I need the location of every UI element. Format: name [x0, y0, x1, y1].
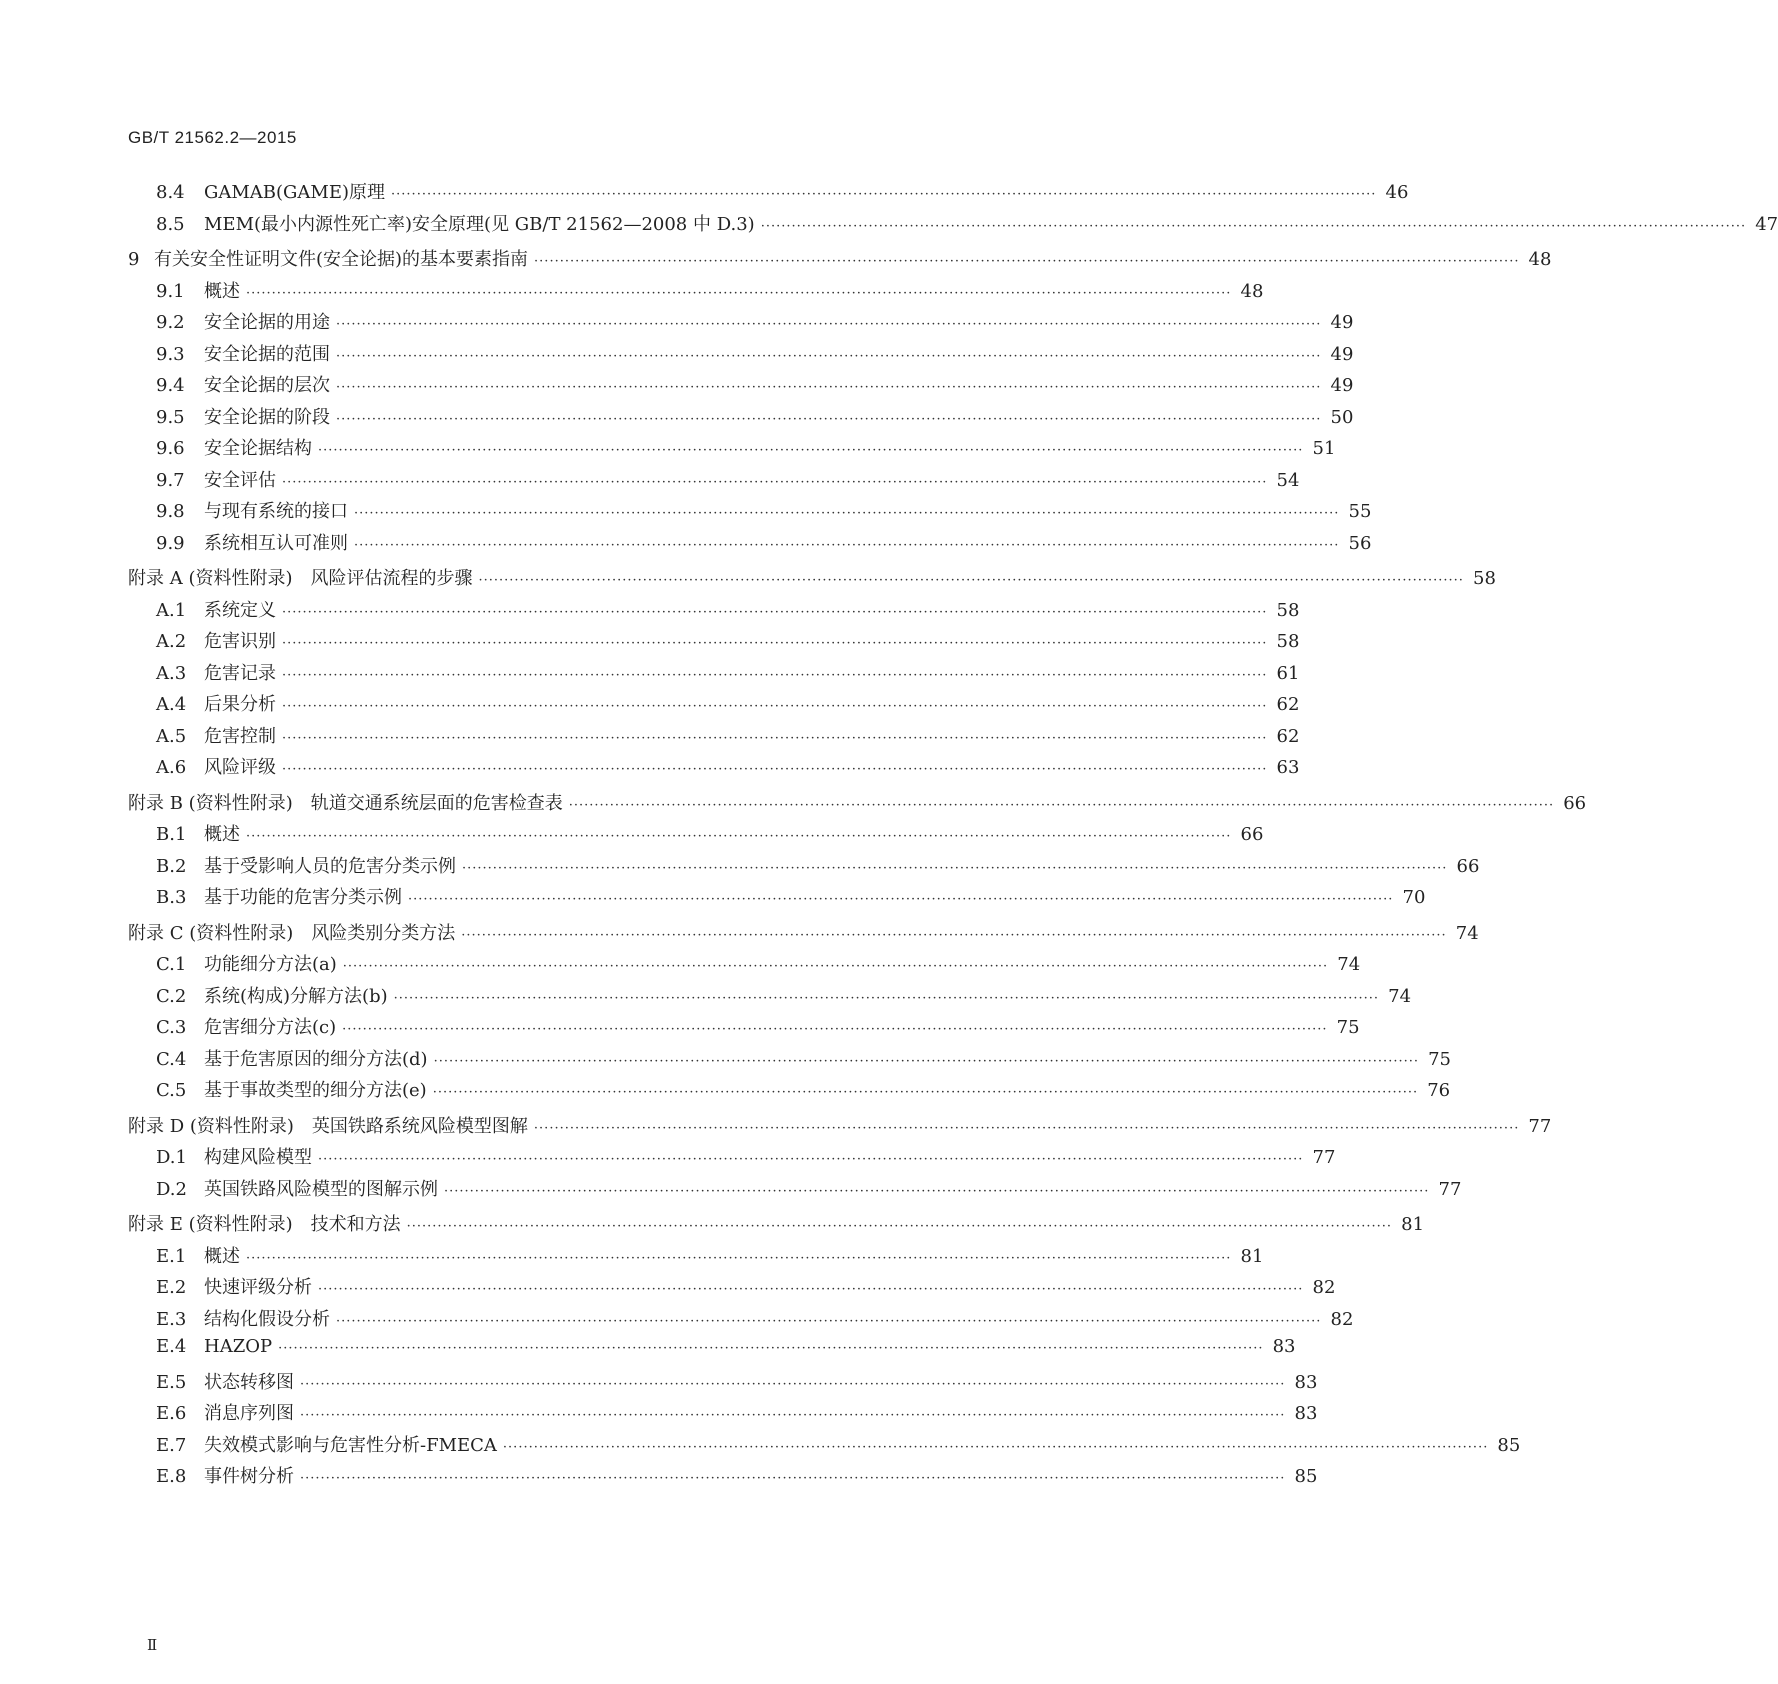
toc-entry-number: B.3 — [156, 887, 187, 908]
toc-entry-page: 83 — [1294, 1371, 1318, 1393]
toc-entry[interactable] — [128, 1210, 1425, 1242]
toc-entry[interactable] — [128, 1368, 1318, 1400]
dot-leader — [282, 731, 1267, 746]
toc-entry-title: 与现有系统的接口 — [204, 501, 348, 522]
toc-entry[interactable] — [128, 277, 1264, 309]
toc-entry[interactable] — [128, 1431, 1521, 1463]
toc-entry-title: 附录 D (资料性附录) 英国铁路系统风险模型图解 — [128, 1115, 528, 1137]
dot-leader — [336, 317, 1321, 332]
toc-entry-page: 47 — [1755, 213, 1778, 235]
dot-leader — [318, 443, 1303, 458]
toc-entry-page: 55 — [1348, 501, 1372, 522]
toc-entry-page: 74 — [1337, 954, 1361, 975]
toc-entry-page: 66 — [1240, 824, 1264, 845]
toc-entry-title: 危害控制 — [204, 725, 276, 747]
toc-entry-number: D.2 — [156, 1178, 187, 1200]
toc-entry-title: 构建风险模型 — [204, 1147, 312, 1168]
dot-leader — [336, 1314, 1321, 1329]
toc-entry-title: 危害记录 — [204, 662, 276, 684]
toc-entry[interactable] — [128, 883, 1426, 915]
toc-entry-number: 9.1 — [156, 280, 185, 302]
dot-leader — [761, 219, 1746, 234]
dot-leader — [282, 475, 1267, 490]
dot-leader — [407, 1219, 1392, 1234]
dot-leader — [282, 762, 1267, 777]
toc-entry-title: 英国铁路风险模型的图解示例 — [204, 1178, 438, 1200]
toc-entry-title: 系统相互认可准则 — [204, 532, 348, 554]
toc-entry[interactable] — [128, 1013, 1360, 1045]
toc-entry-page: 46 — [1385, 182, 1409, 203]
toc-entry-title: 事件树分析 — [204, 1466, 294, 1487]
toc-entry-title: 附录 E (资料性附录) 技术和方法 — [128, 1214, 401, 1235]
toc-entry[interactable] — [128, 659, 1300, 691]
toc-entry[interactable] — [128, 722, 1300, 754]
toc-entry[interactable] — [128, 1143, 1336, 1175]
toc-entry-title: 危害识别 — [204, 631, 276, 652]
toc-entry-number: 8.4 — [156, 182, 185, 203]
toc-entry-title: 状态转移图 — [204, 1371, 294, 1393]
standard-number: GB/T 21562.2—2015 — [128, 128, 297, 147]
toc-entry-number: E.7 — [156, 1434, 187, 1456]
toc-entry-number: C.2 — [156, 985, 187, 1007]
toc-entry-number: 8.5 — [156, 213, 185, 235]
toc-entry-page: 58 — [1276, 599, 1300, 621]
dot-leader — [479, 573, 1464, 588]
toc-entry-page: 85 — [1294, 1466, 1318, 1487]
toc-entry-title: 安全论据结构 — [204, 438, 312, 459]
toc-entry-title: 基于受影响人员的危害分类示例 — [204, 855, 456, 877]
dot-leader — [278, 1341, 1263, 1356]
toc-entry-title: 安全论据的用途 — [204, 312, 330, 333]
toc-entry-number: 9.7 — [156, 469, 185, 491]
toc-entry-number: 9.5 — [156, 406, 185, 428]
dot-leader — [534, 1121, 1519, 1136]
toc-entry-page: 75 — [1336, 1017, 1360, 1038]
dot-leader — [282, 699, 1267, 714]
toc-entry[interactable] — [128, 178, 1409, 210]
toc-entry-page: 81 — [1401, 1214, 1425, 1235]
toc-entry-page: 82 — [1330, 1308, 1354, 1330]
toc-entry[interactable] — [128, 564, 1496, 596]
toc-entry-title: 概述 — [204, 824, 240, 845]
toc-entry-title: 结构化假设分析 — [204, 1308, 330, 1330]
toc-entry-number: D.1 — [156, 1147, 187, 1168]
toc-entry-page: 82 — [1312, 1277, 1336, 1298]
toc-entry[interactable] — [128, 1242, 1264, 1274]
dot-leader — [394, 991, 1379, 1006]
toc-entry[interactable] — [128, 497, 1372, 529]
dot-leader — [300, 1471, 1285, 1486]
dot-leader — [318, 1152, 1303, 1167]
toc-entry-number: 9 — [128, 249, 140, 270]
toc-entry-page: 48 — [1240, 280, 1264, 302]
toc-entry-page: 77 — [1438, 1178, 1462, 1200]
toc-entry[interactable] — [128, 950, 1361, 982]
toc-entry[interactable] — [128, 1045, 1451, 1077]
toc-entry-title: 系统(构成)分解方法(b) — [204, 985, 388, 1007]
page-number: Ⅱ — [147, 1636, 158, 1654]
toc-entry[interactable] — [128, 340, 1354, 372]
dot-leader — [434, 1054, 1419, 1069]
dot-leader — [246, 1251, 1231, 1266]
dot-leader — [336, 349, 1321, 364]
toc-entry-title: 附录 C (资料性附录) 风险类别分类方法 — [128, 922, 456, 944]
toc-entry-number: C.5 — [156, 1080, 187, 1101]
toc-entry-page: 63 — [1276, 757, 1300, 778]
toc-entry-title: GAMAB(GAME)原理 — [204, 182, 386, 203]
toc-entry-page: 58 — [1473, 568, 1496, 589]
dot-leader — [462, 861, 1447, 876]
toc-entry[interactable] — [128, 690, 1300, 722]
toc-entry-page: 48 — [1528, 249, 1552, 270]
toc-entry-number: E.4 — [156, 1336, 187, 1357]
toc-entry-title: 系统定义 — [204, 599, 276, 621]
table-of-contents — [128, 178, 1778, 1494]
toc-entry-title: 功能细分方法(a) — [204, 954, 337, 975]
dot-leader — [336, 380, 1321, 395]
toc-entry-page: 62 — [1276, 694, 1300, 715]
toc-entry-title: 后果分析 — [204, 694, 276, 715]
toc-entry-title: 基于危害原因的细分方法(d) — [204, 1048, 428, 1070]
dot-leader — [318, 1282, 1303, 1297]
toc-entry-page: 70 — [1402, 887, 1426, 908]
toc-entry-number: A.6 — [156, 757, 187, 778]
toc-entry-page: 66 — [1563, 792, 1587, 814]
toc-entry-number: E.3 — [156, 1308, 187, 1330]
toc-entry-title: 有关安全性证明文件(安全论据)的基本要素指南 — [154, 249, 529, 270]
toc-entry-number: 9.4 — [156, 375, 185, 396]
toc-entry[interactable] — [128, 982, 1412, 1014]
toc-entry-title: 危害细分方法(c) — [204, 1017, 337, 1038]
toc-entry-title: 安全论据的范围 — [204, 343, 330, 365]
toc-entry-number: C.1 — [156, 954, 187, 975]
toc-entry-title: 附录 A (资料性附录) 风险评估流程的步骤 — [128, 568, 473, 589]
toc-entry-page: 61 — [1276, 662, 1300, 684]
toc-entry[interactable] — [128, 596, 1300, 628]
dot-leader — [343, 959, 1328, 974]
toc-entry[interactable] — [128, 820, 1264, 852]
dot-leader — [354, 506, 1339, 521]
toc-entry-page: 56 — [1348, 532, 1372, 554]
toc-entry[interactable] — [128, 1399, 1318, 1431]
toc-entry[interactable] — [128, 371, 1354, 403]
dot-leader — [569, 798, 1554, 813]
toc-entry-number: E.5 — [156, 1371, 187, 1393]
dot-leader — [408, 892, 1393, 907]
dot-leader — [282, 605, 1267, 620]
dot-leader — [461, 928, 1446, 943]
toc-entry[interactable] — [128, 1076, 1451, 1108]
toc-entry-number: 9.9 — [156, 532, 185, 554]
toc-entry-title: 快速评级分析 — [204, 1277, 312, 1298]
toc-entry-page: 51 — [1312, 438, 1336, 459]
toc-entry-page: 49 — [1330, 375, 1354, 396]
toc-entry-number: 9.8 — [156, 501, 185, 522]
toc-entry-number: E.1 — [156, 1245, 187, 1267]
dot-leader — [391, 187, 1376, 202]
toc-entry-page: 49 — [1330, 312, 1354, 333]
toc-entry-number: B.1 — [156, 824, 187, 845]
toc-entry[interactable] — [128, 403, 1354, 435]
toc-entry-title: 安全论据的层次 — [204, 375, 330, 396]
dot-leader — [354, 538, 1339, 553]
dot-leader — [503, 1440, 1488, 1455]
toc-entry-page: 50 — [1330, 406, 1354, 428]
toc-entry-title: 附录 B (资料性附录) 轨道交通系统层面的危害检查表 — [128, 792, 563, 814]
toc-entry-number: 9.3 — [156, 343, 185, 365]
toc-entry-page: 83 — [1272, 1336, 1296, 1357]
dot-leader — [444, 1184, 1429, 1199]
toc-entry-title: HAZOP — [204, 1336, 273, 1357]
toc-entry-number: E.6 — [156, 1403, 187, 1424]
toc-entry-number: A.5 — [156, 725, 187, 747]
toc-entry-title: 安全评估 — [204, 469, 276, 491]
toc-entry-page: 77 — [1312, 1147, 1336, 1168]
toc-entry-number: C.3 — [156, 1017, 187, 1038]
toc-entry-number: A.2 — [156, 631, 187, 652]
toc-entry[interactable] — [128, 789, 1587, 821]
toc-entry[interactable] — [128, 852, 1480, 884]
dot-leader — [534, 254, 1519, 269]
toc-entry-title: 失效模式影响与危害性分析-FMECA — [204, 1434, 497, 1456]
toc-entry-page: 83 — [1294, 1403, 1318, 1424]
dot-leader — [433, 1085, 1418, 1100]
toc-entry-number: E.8 — [156, 1466, 187, 1487]
toc-entry[interactable] — [128, 1175, 1462, 1207]
toc-entry-title: 基于功能的危害分类示例 — [204, 887, 402, 908]
dot-leader — [246, 829, 1231, 844]
toc-entry[interactable] — [128, 529, 1372, 561]
toc-entry-number: 9.6 — [156, 438, 185, 459]
dot-leader — [300, 1377, 1285, 1392]
toc-entry[interactable] — [128, 1462, 1318, 1494]
toc-entry-number: A.3 — [156, 662, 187, 684]
dot-leader — [282, 668, 1267, 683]
toc-entry-number: B.2 — [156, 855, 187, 877]
toc-entry-number: E.2 — [156, 1277, 187, 1298]
toc-entry[interactable] — [128, 1112, 1552, 1144]
toc-entry-page: 58 — [1276, 631, 1300, 652]
toc-entry-page: 62 — [1276, 725, 1300, 747]
toc-entry[interactable] — [128, 245, 1552, 277]
dot-leader — [300, 1408, 1285, 1423]
toc-entry-title: 概述 — [204, 280, 240, 302]
dot-leader — [282, 636, 1267, 651]
toc-entry-page: 81 — [1240, 1245, 1264, 1267]
toc-entry-title: 安全论据的阶段 — [204, 406, 330, 428]
toc-entry-page: 77 — [1528, 1115, 1552, 1137]
dot-leader — [342, 1022, 1327, 1037]
toc-entry-number: 9.2 — [156, 312, 185, 333]
toc-entry-title: 概述 — [204, 1245, 240, 1267]
dot-leader — [336, 412, 1321, 427]
toc-entry-title: MEM(最小内源性死亡率)安全原理(见 GB/T 21562—2008 中 D.3) — [204, 213, 755, 235]
toc-entry[interactable] — [128, 1305, 1354, 1337]
toc-entry-title: 消息序列图 — [204, 1403, 294, 1424]
toc-entry[interactable] — [128, 210, 1778, 242]
toc-entry[interactable] — [128, 308, 1354, 340]
toc-entry-page: 85 — [1497, 1434, 1521, 1456]
toc-entry-title: 风险评级 — [204, 757, 276, 778]
toc-entry-page: 75 — [1428, 1048, 1451, 1070]
toc-entry[interactable] — [128, 1273, 1336, 1305]
toc-entry[interactable] — [128, 466, 1300, 498]
toc-entry[interactable] — [128, 434, 1336, 466]
toc-entry-title: 基于事故类型的细分方法(e) — [204, 1080, 427, 1101]
toc-entry[interactable] — [128, 919, 1479, 951]
toc-entry[interactable] — [128, 1336, 1296, 1368]
toc-entry-page: 66 — [1456, 855, 1480, 877]
toc-entry-page: 74 — [1455, 922, 1479, 944]
toc-entry-page: 76 — [1427, 1080, 1451, 1101]
toc-entry[interactable] — [128, 753, 1300, 785]
toc-entry[interactable] — [128, 627, 1300, 659]
toc-entry-number: C.4 — [156, 1048, 187, 1070]
toc-entry-page: 54 — [1276, 469, 1300, 491]
toc-entry-page: 74 — [1388, 985, 1412, 1007]
toc-entry-number: A.4 — [156, 694, 187, 715]
toc-entry-number: A.1 — [156, 599, 187, 621]
toc-entry-page: 49 — [1330, 343, 1354, 365]
dot-leader — [246, 286, 1231, 301]
